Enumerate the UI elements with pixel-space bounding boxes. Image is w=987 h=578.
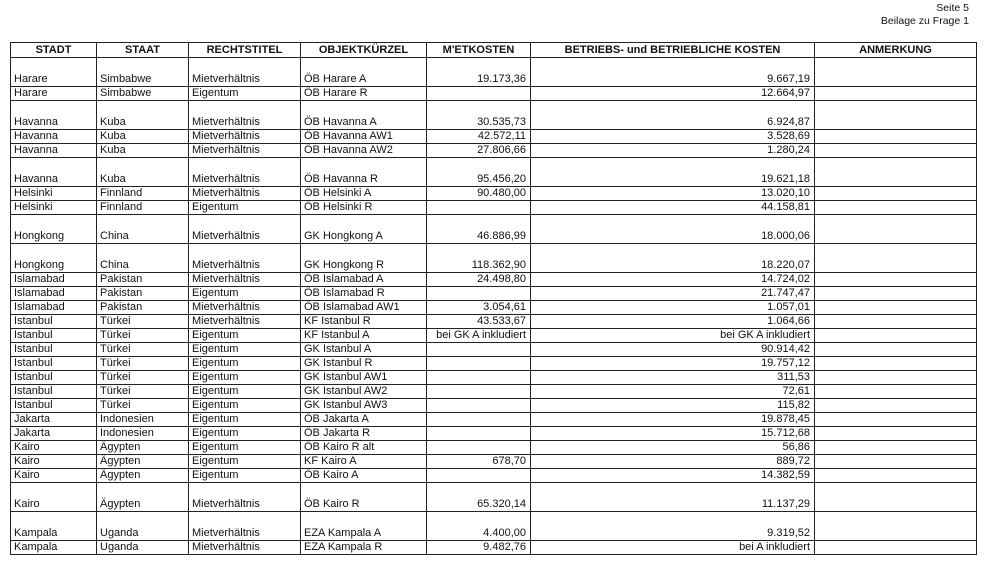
table-row: [11, 399, 977, 413]
cell-rechtstitel: Mietverhältnis: [189, 101, 301, 130]
cell-anmerkung: [815, 469, 977, 483]
cell-betriebskosten: 18.220,07: [531, 244, 815, 273]
cell-rechtstitel: Mietverhältnis: [189, 130, 301, 144]
header-anmerkung: ANMERKUNG: [815, 43, 977, 58]
cell-objektkuerzel: ÖB Harare R: [301, 87, 427, 101]
cell-mietkosten: [427, 469, 531, 483]
cell-stadt: Jakarta: [11, 413, 97, 427]
cell-objektkuerzel: ÖB Kairo R: [301, 483, 427, 512]
cell-rechtstitel: Eigentum: [189, 427, 301, 441]
cell-objektkuerzel: GK Hongkong R: [301, 244, 427, 273]
cell-objektkuerzel: ÖB Helsinki A: [301, 187, 427, 201]
cell-rechtstitel: Eigentum: [189, 399, 301, 413]
table-row: [11, 469, 977, 483]
cell-staat: Indonesien: [97, 427, 189, 441]
cell-stadt: Kairo: [11, 469, 97, 483]
cell-mietkosten: 118.362,90: [427, 244, 531, 273]
cell-objektkuerzel: KF Kairo A: [301, 455, 427, 469]
header-betriebskosten: BETRIEBS- und BETRIEBLICHE KOSTEN: [531, 43, 815, 58]
cell-staat: Türkei: [97, 329, 189, 343]
cell-stadt: Helsinki: [11, 187, 97, 201]
cell-anmerkung: [815, 201, 977, 215]
cell-objektkuerzel: ÖB Jakarta R: [301, 427, 427, 441]
cell-stadt: Hongkong: [11, 215, 97, 244]
cell-stadt: Jakarta: [11, 427, 97, 441]
cell-betriebskosten: 6.924,87: [531, 101, 815, 130]
cell-mietkosten: 43.533,67: [427, 315, 531, 329]
cell-anmerkung: [815, 287, 977, 301]
cell-betriebskosten: 19.621,18: [531, 158, 815, 187]
cell-objektkuerzel: GK Hongkong A: [301, 215, 427, 244]
cell-rechtstitel: Eigentum: [189, 371, 301, 385]
cell-betriebskosten: 13.020,10: [531, 187, 815, 201]
cell-stadt: Istanbul: [11, 315, 97, 329]
cell-betriebskosten: 44.158,81: [531, 201, 815, 215]
cell-mietkosten: [427, 201, 531, 215]
cell-mietkosten: 95.456,20: [427, 158, 531, 187]
cell-stadt: Havanna: [11, 130, 97, 144]
header-mietkosten: M'ETKOSTEN: [427, 43, 531, 58]
cell-mietkosten: [427, 343, 531, 357]
cell-staat: Kuba: [97, 130, 189, 144]
cell-betriebskosten: bei GK A inkludiert: [531, 329, 815, 343]
cell-stadt: Kairo: [11, 483, 97, 512]
cell-staat: Türkei: [97, 343, 189, 357]
table-row: [11, 215, 977, 244]
table-row: [11, 385, 977, 399]
cell-anmerkung: [815, 215, 977, 244]
cell-mietkosten: [427, 357, 531, 371]
table-row: [11, 483, 977, 512]
cell-rechtstitel: Eigentum: [189, 455, 301, 469]
cell-stadt: Istanbul: [11, 385, 97, 399]
cell-anmerkung: [815, 427, 977, 441]
table-row: [11, 130, 977, 144]
cell-rechtstitel: Eigentum: [189, 413, 301, 427]
cell-rechtstitel: Mietverhältnis: [189, 244, 301, 273]
cell-stadt: Hongkong: [11, 244, 97, 273]
cell-stadt: Kampala: [11, 512, 97, 541]
cell-staat: Ägypten: [97, 483, 189, 512]
cell-staat: Kuba: [97, 101, 189, 130]
table-row: [11, 201, 977, 215]
cell-objektkuerzel: GK Istanbul AW3: [301, 399, 427, 413]
cell-stadt: Harare: [11, 87, 97, 101]
cell-rechtstitel: Mietverhältnis: [189, 144, 301, 158]
cell-betriebskosten: 56,86: [531, 441, 815, 455]
cell-anmerkung: [815, 101, 977, 130]
page-header: [881, 2, 969, 28]
cell-rechtstitel: Mietverhältnis: [189, 158, 301, 187]
cell-objektkuerzel: ÖB Jakarta A: [301, 413, 427, 427]
cell-mietkosten: 3.054,61: [427, 301, 531, 315]
table-row: [11, 427, 977, 441]
cell-rechtstitel: Mietverhältnis: [189, 541, 301, 555]
cell-betriebskosten: 889,72: [531, 455, 815, 469]
cell-staat: Finnland: [97, 187, 189, 201]
cell-betriebskosten: 72,61: [531, 385, 815, 399]
cell-staat: Uganda: [97, 541, 189, 555]
table-row: [11, 273, 977, 287]
cell-anmerkung: [815, 357, 977, 371]
cell-anmerkung: [815, 187, 977, 201]
cell-stadt: Havanna: [11, 158, 97, 187]
table-row: [11, 357, 977, 371]
cell-rechtstitel: Mietverhältnis: [189, 483, 301, 512]
cell-betriebskosten: 11.137,29: [531, 483, 815, 512]
cell-betriebskosten: 311,53: [531, 371, 815, 385]
cell-stadt: Istanbul: [11, 329, 97, 343]
header-objektkuerzel: OBJEKTKÜRZEL: [301, 43, 427, 58]
page-subtitle: Beilage zu Frage 1: [880, 15, 969, 27]
cell-rechtstitel: Mietverhältnis: [189, 58, 301, 87]
cell-betriebskosten: 19.878,45: [531, 413, 815, 427]
cell-objektkuerzel: GK Istanbul AW2: [301, 385, 427, 399]
table-row: [11, 101, 977, 130]
header-staat: STAAT: [97, 43, 189, 58]
cell-betriebskosten: 15.712,68: [531, 427, 815, 441]
cell-rechtstitel: Eigentum: [189, 201, 301, 215]
cell-staat: China: [97, 244, 189, 273]
cell-staat: Pakistan: [97, 273, 189, 287]
cell-rechtstitel: Mietverhältnis: [189, 273, 301, 287]
table-row: [11, 512, 977, 541]
cell-objektkuerzel: ÖB Harare A: [301, 58, 427, 87]
cell-anmerkung: [815, 413, 977, 427]
cell-objektkuerzel: GK Istanbul AW1: [301, 371, 427, 385]
cell-mietkosten: 19.173,36: [427, 58, 531, 87]
cell-staat: China: [97, 215, 189, 244]
cell-rechtstitel: Eigentum: [189, 441, 301, 455]
cell-anmerkung: [815, 512, 977, 541]
cell-objektkuerzel: KF Istanbul R: [301, 315, 427, 329]
cell-stadt: Islamabad: [11, 287, 97, 301]
cell-staat: Türkei: [97, 315, 189, 329]
table-header-row: [11, 43, 977, 58]
cell-mietkosten: 9.482,76: [427, 541, 531, 555]
cell-betriebskosten: 14.382,59: [531, 469, 815, 483]
cell-betriebskosten: 115,82: [531, 399, 815, 413]
cell-anmerkung: [815, 441, 977, 455]
cell-staat: Indonesien: [97, 413, 189, 427]
cell-objektkuerzel: EZA Kampala A: [301, 512, 427, 541]
cell-mietkosten: 90.480,00: [427, 187, 531, 201]
cell-rechtstitel: Eigentum: [189, 329, 301, 343]
cell-objektkuerzel: ÖB Islamabad A: [301, 273, 427, 287]
cell-staat: Pakistan: [97, 301, 189, 315]
cell-mietkosten: [427, 441, 531, 455]
cell-anmerkung: [815, 541, 977, 555]
cell-stadt: Kairo: [11, 455, 97, 469]
table-row: [11, 413, 977, 427]
cell-mietkosten: 27.806,66: [427, 144, 531, 158]
cell-mietkosten: [427, 413, 531, 427]
table-row: [11, 315, 977, 329]
cell-betriebskosten: 21.747,47: [531, 287, 815, 301]
table-row: [11, 329, 977, 343]
cell-staat: Türkei: [97, 357, 189, 371]
cell-rechtstitel: Mietverhältnis: [189, 215, 301, 244]
cost-table: [10, 42, 977, 555]
cell-mietkosten: [427, 287, 531, 301]
cell-betriebskosten: 1.057,01: [531, 301, 815, 315]
cell-stadt: Kairo: [11, 441, 97, 455]
cell-staat: Finnland: [97, 201, 189, 215]
cell-rechtstitel: Eigentum: [189, 385, 301, 399]
cell-stadt: Havanna: [11, 144, 97, 158]
cell-betriebskosten: 14.724,02: [531, 273, 815, 287]
cell-stadt: Helsinki: [11, 201, 97, 215]
table-row: [11, 244, 977, 273]
cell-anmerkung: [815, 130, 977, 144]
cell-anmerkung: [815, 455, 977, 469]
table-row: [11, 301, 977, 315]
cell-rechtstitel: Eigentum: [189, 87, 301, 101]
cell-betriebskosten: 19.757,12: [531, 357, 815, 371]
cell-objektkuerzel: ÖB Helsinki R: [301, 201, 427, 215]
cell-mietkosten: 42.572,11: [427, 130, 531, 144]
cell-anmerkung: [815, 315, 977, 329]
table-row: [11, 541, 977, 555]
cell-anmerkung: [815, 371, 977, 385]
cell-staat: Türkei: [97, 399, 189, 413]
cell-mietkosten: bei GK A inkludiert: [427, 329, 531, 343]
cell-stadt: Istanbul: [11, 357, 97, 371]
cell-staat: Ägypten: [97, 455, 189, 469]
cell-objektkuerzel: GK Istanbul R: [301, 357, 427, 371]
cell-anmerkung: [815, 87, 977, 101]
cell-anmerkung: [815, 385, 977, 399]
cell-anmerkung: [815, 343, 977, 357]
cell-objektkuerzel: ÖB Havanna A: [301, 101, 427, 130]
cell-rechtstitel: Mietverhältnis: [189, 301, 301, 315]
table-row: [11, 144, 977, 158]
cell-anmerkung: [815, 58, 977, 87]
cell-staat: Türkei: [97, 371, 189, 385]
table-row: [11, 287, 977, 301]
table-row: [11, 58, 977, 87]
cell-objektkuerzel: EZA Kampala R: [301, 541, 427, 555]
cell-rechtstitel: Mietverhältnis: [189, 187, 301, 201]
cell-stadt: Kampala: [11, 541, 97, 555]
cell-rechtstitel: Mietverhältnis: [189, 512, 301, 541]
table-row: [11, 158, 977, 187]
cell-objektkuerzel: ÖB Havanna R: [301, 158, 427, 187]
table-row: [11, 371, 977, 385]
cell-betriebskosten: 3.528,69: [531, 130, 815, 144]
cell-mietkosten: 30.535,73: [427, 101, 531, 130]
cell-betriebskosten: 1.280,24: [531, 144, 815, 158]
cell-objektkuerzel: ÖB Kairo R alt: [301, 441, 427, 455]
cell-mietkosten: [427, 427, 531, 441]
cell-betriebskosten: 9.667,19: [531, 58, 815, 87]
cell-staat: Uganda: [97, 512, 189, 541]
cell-staat: Simbabwe: [97, 58, 189, 87]
cell-staat: Kuba: [97, 144, 189, 158]
cell-betriebskosten: 12.664,97: [531, 87, 815, 101]
cell-stadt: Istanbul: [11, 399, 97, 413]
cell-betriebskosten: 90.914,42: [531, 343, 815, 357]
cell-anmerkung: [815, 483, 977, 512]
cell-anmerkung: [815, 399, 977, 413]
cell-anmerkung: [815, 273, 977, 287]
table-row: [11, 87, 977, 101]
cell-mietkosten: [427, 371, 531, 385]
cell-betriebskosten: 1.064,66: [531, 315, 815, 329]
cell-rechtstitel: Eigentum: [189, 469, 301, 483]
cell-rechtstitel: Eigentum: [189, 287, 301, 301]
cell-anmerkung: [815, 158, 977, 187]
table-row: [11, 187, 977, 201]
table-row: [11, 343, 977, 357]
table-row: [11, 455, 977, 469]
cell-mietkosten: [427, 87, 531, 101]
cell-stadt: Harare: [11, 58, 97, 87]
cell-anmerkung: [815, 329, 977, 343]
cell-objektkuerzel: ÖB Islamabad R: [301, 287, 427, 301]
header-stadt: STADT: [11, 43, 97, 58]
cell-betriebskosten: bei A inkludiert: [531, 541, 815, 555]
cell-objektkuerzel: GK Istanbul A: [301, 343, 427, 357]
table-row: [11, 441, 977, 455]
cell-rechtstitel: Eigentum: [189, 343, 301, 357]
page-number: Seite 5: [936, 2, 969, 14]
cell-objektkuerzel: ÖB Kairo A: [301, 469, 427, 483]
cell-mietkosten: [427, 385, 531, 399]
cell-anmerkung: [815, 301, 977, 315]
cell-anmerkung: [815, 144, 977, 158]
cell-stadt: Istanbul: [11, 343, 97, 357]
cell-mietkosten: 46.886,99: [427, 215, 531, 244]
cell-mietkosten: [427, 399, 531, 413]
cell-staat: Ägypten: [97, 441, 189, 455]
cell-staat: Türkei: [97, 385, 189, 399]
cell-stadt: Islamabad: [11, 301, 97, 315]
cell-mietkosten: 678,70: [427, 455, 531, 469]
cell-staat: Simbabwe: [97, 87, 189, 101]
cell-stadt: Havanna: [11, 101, 97, 130]
cell-mietkosten: 24.498,80: [427, 273, 531, 287]
cell-staat: Kuba: [97, 158, 189, 187]
cell-stadt: Istanbul: [11, 371, 97, 385]
cell-rechtstitel: Mietverhältnis: [189, 315, 301, 329]
cell-objektkuerzel: ÖB Havanna AW2: [301, 144, 427, 158]
cell-anmerkung: [815, 244, 977, 273]
cell-objektkuerzel: ÖB Islamabad AW1: [301, 301, 427, 315]
cell-staat: Ägypten: [97, 469, 189, 483]
cell-stadt: Islamabad: [11, 273, 97, 287]
cell-objektkuerzel: KF Istanbul A: [301, 329, 427, 343]
cell-staat: Pakistan: [97, 287, 189, 301]
header-rechtstitel: RECHTSTITEL: [189, 43, 301, 58]
cell-betriebskosten: 9.319,52: [531, 512, 815, 541]
cell-betriebskosten: 18.000,06: [531, 215, 815, 244]
cell-rechtstitel: Eigentum: [189, 357, 301, 371]
cell-objektkuerzel: ÖB Havanna AW1: [301, 130, 427, 144]
cell-mietkosten: 4.400,00: [427, 512, 531, 541]
cell-mietkosten: 65.320,14: [427, 483, 531, 512]
